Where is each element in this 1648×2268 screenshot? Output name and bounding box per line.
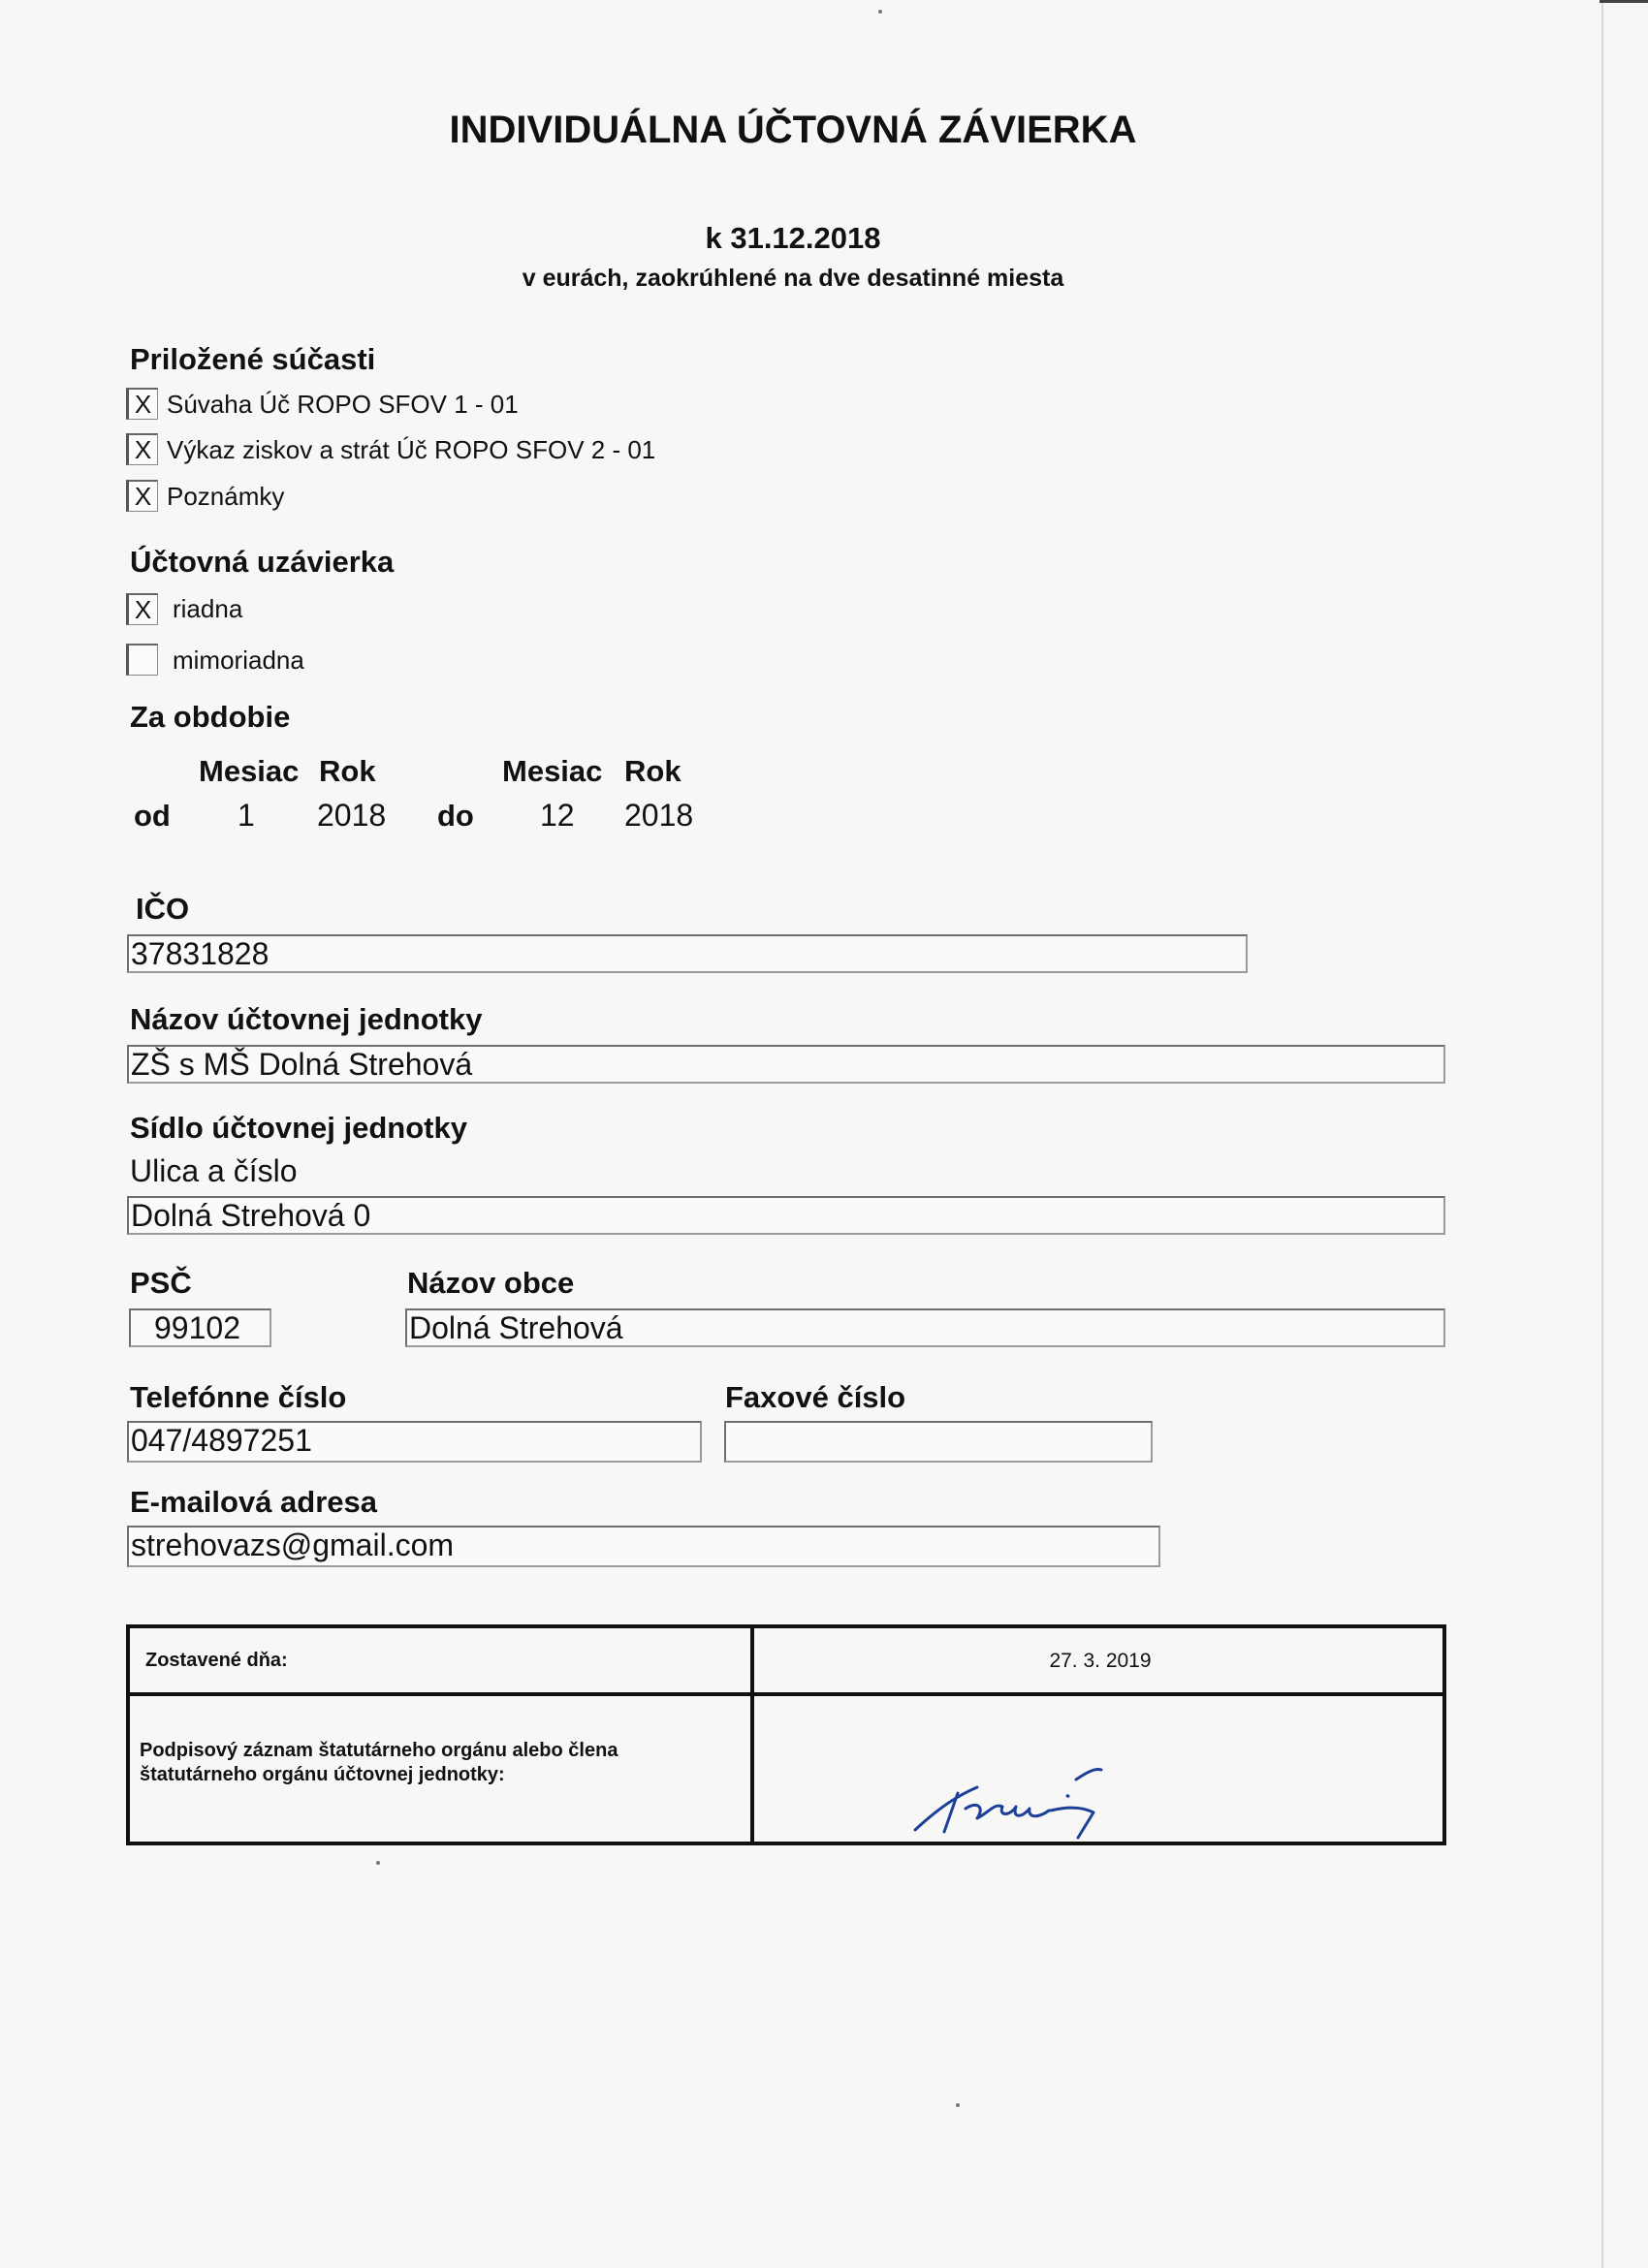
unit-name-label: Názov účtovnej jednotky [130, 1002, 483, 1036]
seat-heading: Sídlo účtovnej jednotky [130, 1111, 467, 1145]
period-from-label: od [134, 799, 171, 833]
checkbox-label: Súvaha Úč ROPO SFOV 1 - 01 [167, 390, 519, 419]
period-to-month: 12 [540, 798, 575, 833]
scan-edge-top [1600, 0, 1648, 3]
period-from-year: 2018 [317, 798, 387, 833]
document-title: INDIVIDUÁLNA ÚČTOVNÁ ZÁVIERKA [449, 109, 1137, 151]
street-label: Ulica a číslo [130, 1153, 298, 1188]
city-field[interactable]: Dolná Strehová [405, 1308, 1445, 1347]
checkbox-regular[interactable]: X [126, 593, 158, 625]
currency-note: v eurách, zaokrúhlené na dve desatinné miesta [522, 265, 1064, 292]
checkbox-income-statement[interactable]: X [126, 433, 158, 465]
period-to-label: do [437, 799, 474, 833]
unit-name-field[interactable]: ZŠ s MŠ Dolná Strehová [127, 1045, 1445, 1084]
psc-field[interactable]: 99102 [129, 1308, 271, 1347]
city-label: Názov obce [407, 1266, 575, 1300]
signature-image [876, 1686, 1303, 1851]
document-date: k 31.12.2018 [705, 221, 881, 255]
checkbox-label: Výkaz ziskov a strát Úč ROPO SFOV 2 - 01 [167, 435, 656, 464]
checkbox-label: riadna [173, 594, 243, 623]
phone-label: Telefónne číslo [130, 1380, 347, 1414]
period-month-header: Mesiac [199, 754, 300, 788]
ico-label: IČO [136, 892, 190, 926]
phone-field[interactable]: 047/4897251 [127, 1421, 702, 1463]
period-month-header: Mesiac [502, 754, 603, 788]
fax-label: Faxové číslo [725, 1380, 906, 1414]
psc-label: PSČ [130, 1266, 192, 1300]
closing-heading: Účtovná uzávierka [130, 545, 395, 579]
fax-field[interactable] [724, 1421, 1153, 1463]
period-heading: Za obdobie [130, 700, 291, 734]
attachments-heading: Priložené súčasti [130, 342, 376, 376]
period-year-header: Rok [319, 754, 376, 788]
period-year-header: Rok [624, 754, 681, 788]
ico-field[interactable]: 37831828 [127, 934, 1248, 973]
signature-table [126, 1624, 1446, 1845]
compiled-date-value: 27. 3. 2019 [1049, 1650, 1152, 1672]
scan-speck [878, 10, 882, 14]
email-field[interactable]: strehovazs@gmail.com [127, 1526, 1160, 1567]
checkbox-balance-sheet[interactable]: X [126, 388, 158, 420]
scan-edge [1601, 0, 1603, 2268]
period-to-year: 2018 [624, 798, 694, 833]
checkbox-notes[interactable]: X [126, 480, 158, 512]
checkbox-label: Poznámky [167, 482, 285, 511]
checkbox-label: mimoriadna [173, 646, 304, 675]
scan-speck [956, 2103, 960, 2107]
email-label: E-mailová adresa [130, 1485, 378, 1519]
street-field[interactable]: Dolná Strehová 0 [127, 1196, 1445, 1235]
period-from-month: 1 [238, 798, 255, 833]
signature-label: Podpisový záznam štatutárneho orgánu alebo člena štatutárneho orgánu účtovnej jednotky: [140, 1740, 618, 1785]
checkbox-extraordinary[interactable] [126, 644, 158, 676]
scan-speck [376, 1861, 380, 1865]
compiled-date-label: Zostavené dňa: [145, 1650, 288, 1671]
